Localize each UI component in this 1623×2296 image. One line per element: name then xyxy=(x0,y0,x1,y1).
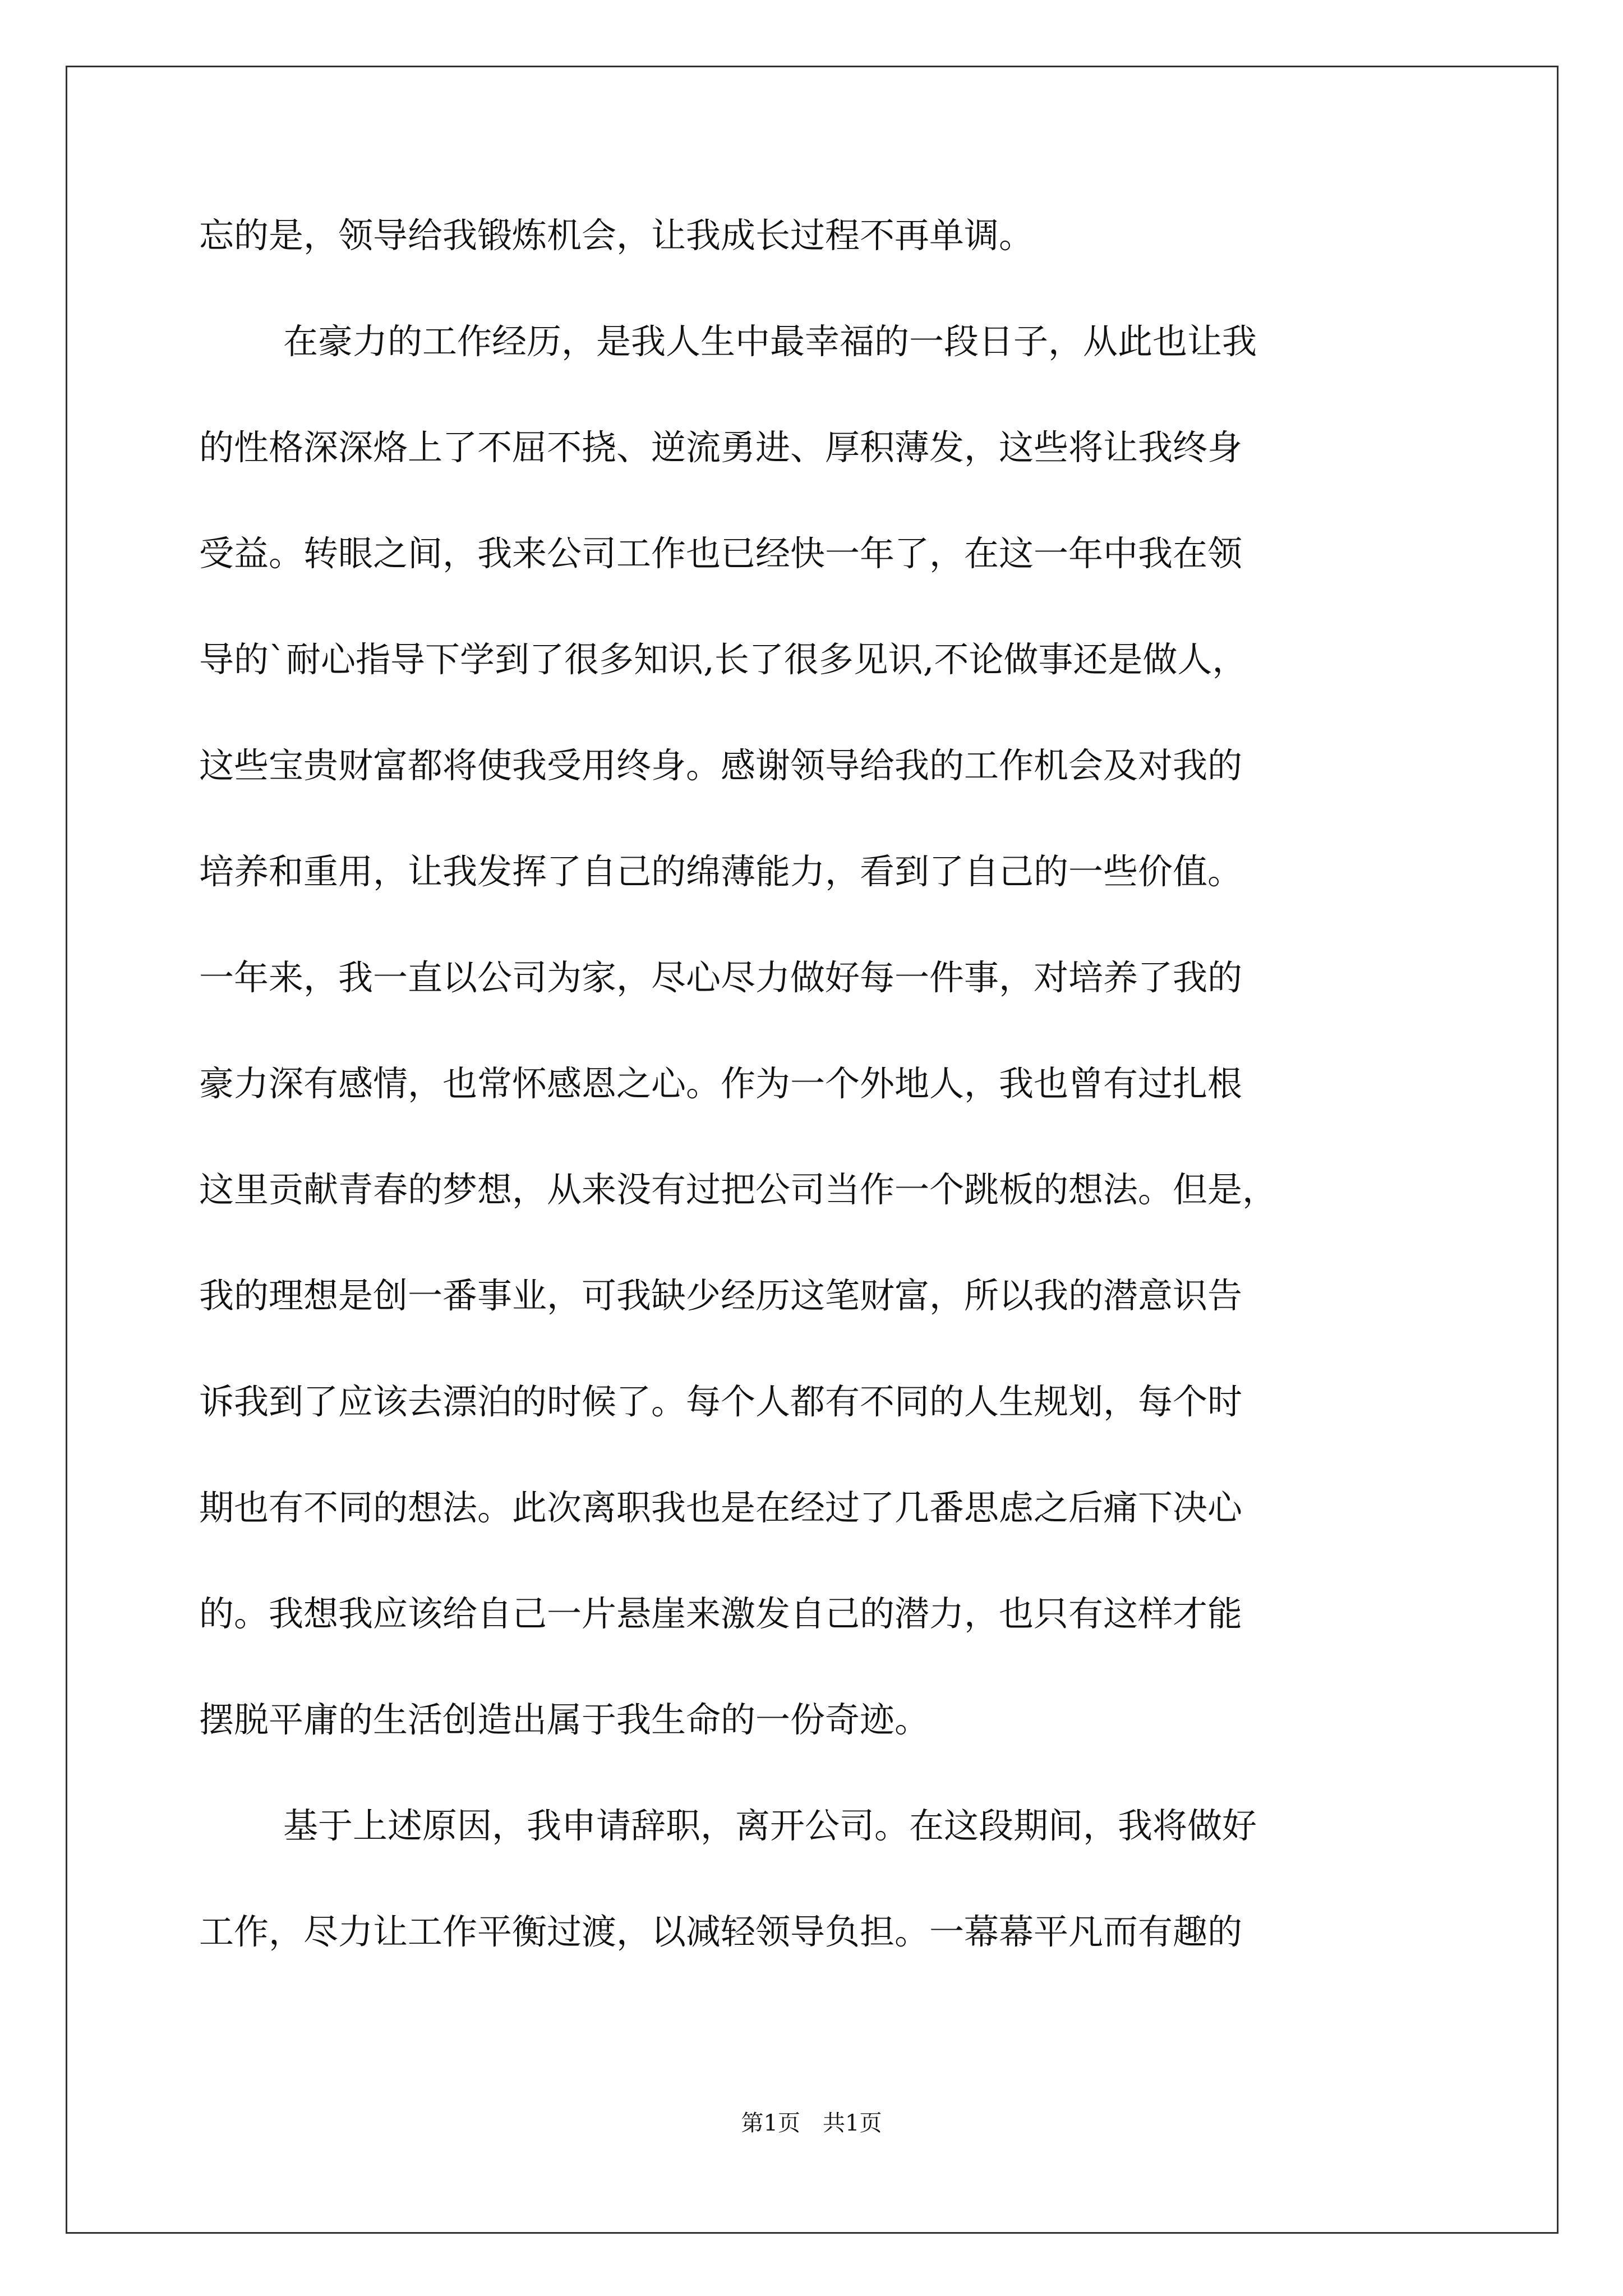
text-line: 的。我想我应该给自己一片悬崖来激发自己的潜力，也只有这样才能 xyxy=(199,1593,1243,1634)
text-line: 工作，尽力让工作平衡过渡，以减轻领导负担。一幕幕平凡而有趣的 xyxy=(199,1911,1243,1952)
text-line: 豪力深有感情，也常怀感恩之心。作为一个外地人，我也曾有过扎根 xyxy=(199,1063,1243,1104)
page-footer: 第1页 共1页 xyxy=(741,2110,882,2136)
text-line: 期也有不同的想法。此次离职我也是在经过了几番思虑之后痛下决心 xyxy=(199,1487,1243,1528)
text-line: 这些宝贵财富都将使我受用终身。感谢领导给我的工作机会及对我的 xyxy=(199,745,1243,786)
text-line: 在豪力的工作经历，是我人生中最幸福的一段日子，从此也让我 xyxy=(283,321,1257,362)
text-line: 忘的是，领导给我锻炼机会，让我成长过程不再单调。 xyxy=(199,215,1034,256)
text-line: 受益。转眼之间，我来公司工作也已经快一年了，在这一年中我在领 xyxy=(199,533,1243,574)
text-line: 摆脱平庸的生活创造出属于我生命的一份奇迹。 xyxy=(199,1699,930,1740)
text-line: 的性格深深烙上了不屈不挠、逆流勇进、厚积薄发，这些将让我终身 xyxy=(199,427,1243,468)
text-line: 一年来，我一直以公司为家，尽心尽力做好每一件事，对培养了我的 xyxy=(199,957,1243,998)
text-line: 基于上述原因，我申请辞职，离开公司。在这段期间，我将做好 xyxy=(283,1805,1257,1846)
text-line: 培养和重用，让我发挥了自己的绵薄能力，看到了自己的一些价值。 xyxy=(199,851,1243,892)
text-line: 诉我到了应该去漂泊的时候了。每个人都有不同的人生规划，每个时 xyxy=(199,1381,1243,1422)
text-line: 这里贡献青春的梦想，从来没有过把公司当作一个跳板的想法。但是， xyxy=(199,1169,1278,1210)
page-border xyxy=(66,66,1559,2234)
text-line: 我的理想是创一番事业，可我缺少经历这笔财富，所以我的潜意识告 xyxy=(199,1275,1243,1316)
text-line: 导的`耐心指导下学到了很多知识,长了很多见识,不论做事还是做人， xyxy=(199,639,1247,680)
